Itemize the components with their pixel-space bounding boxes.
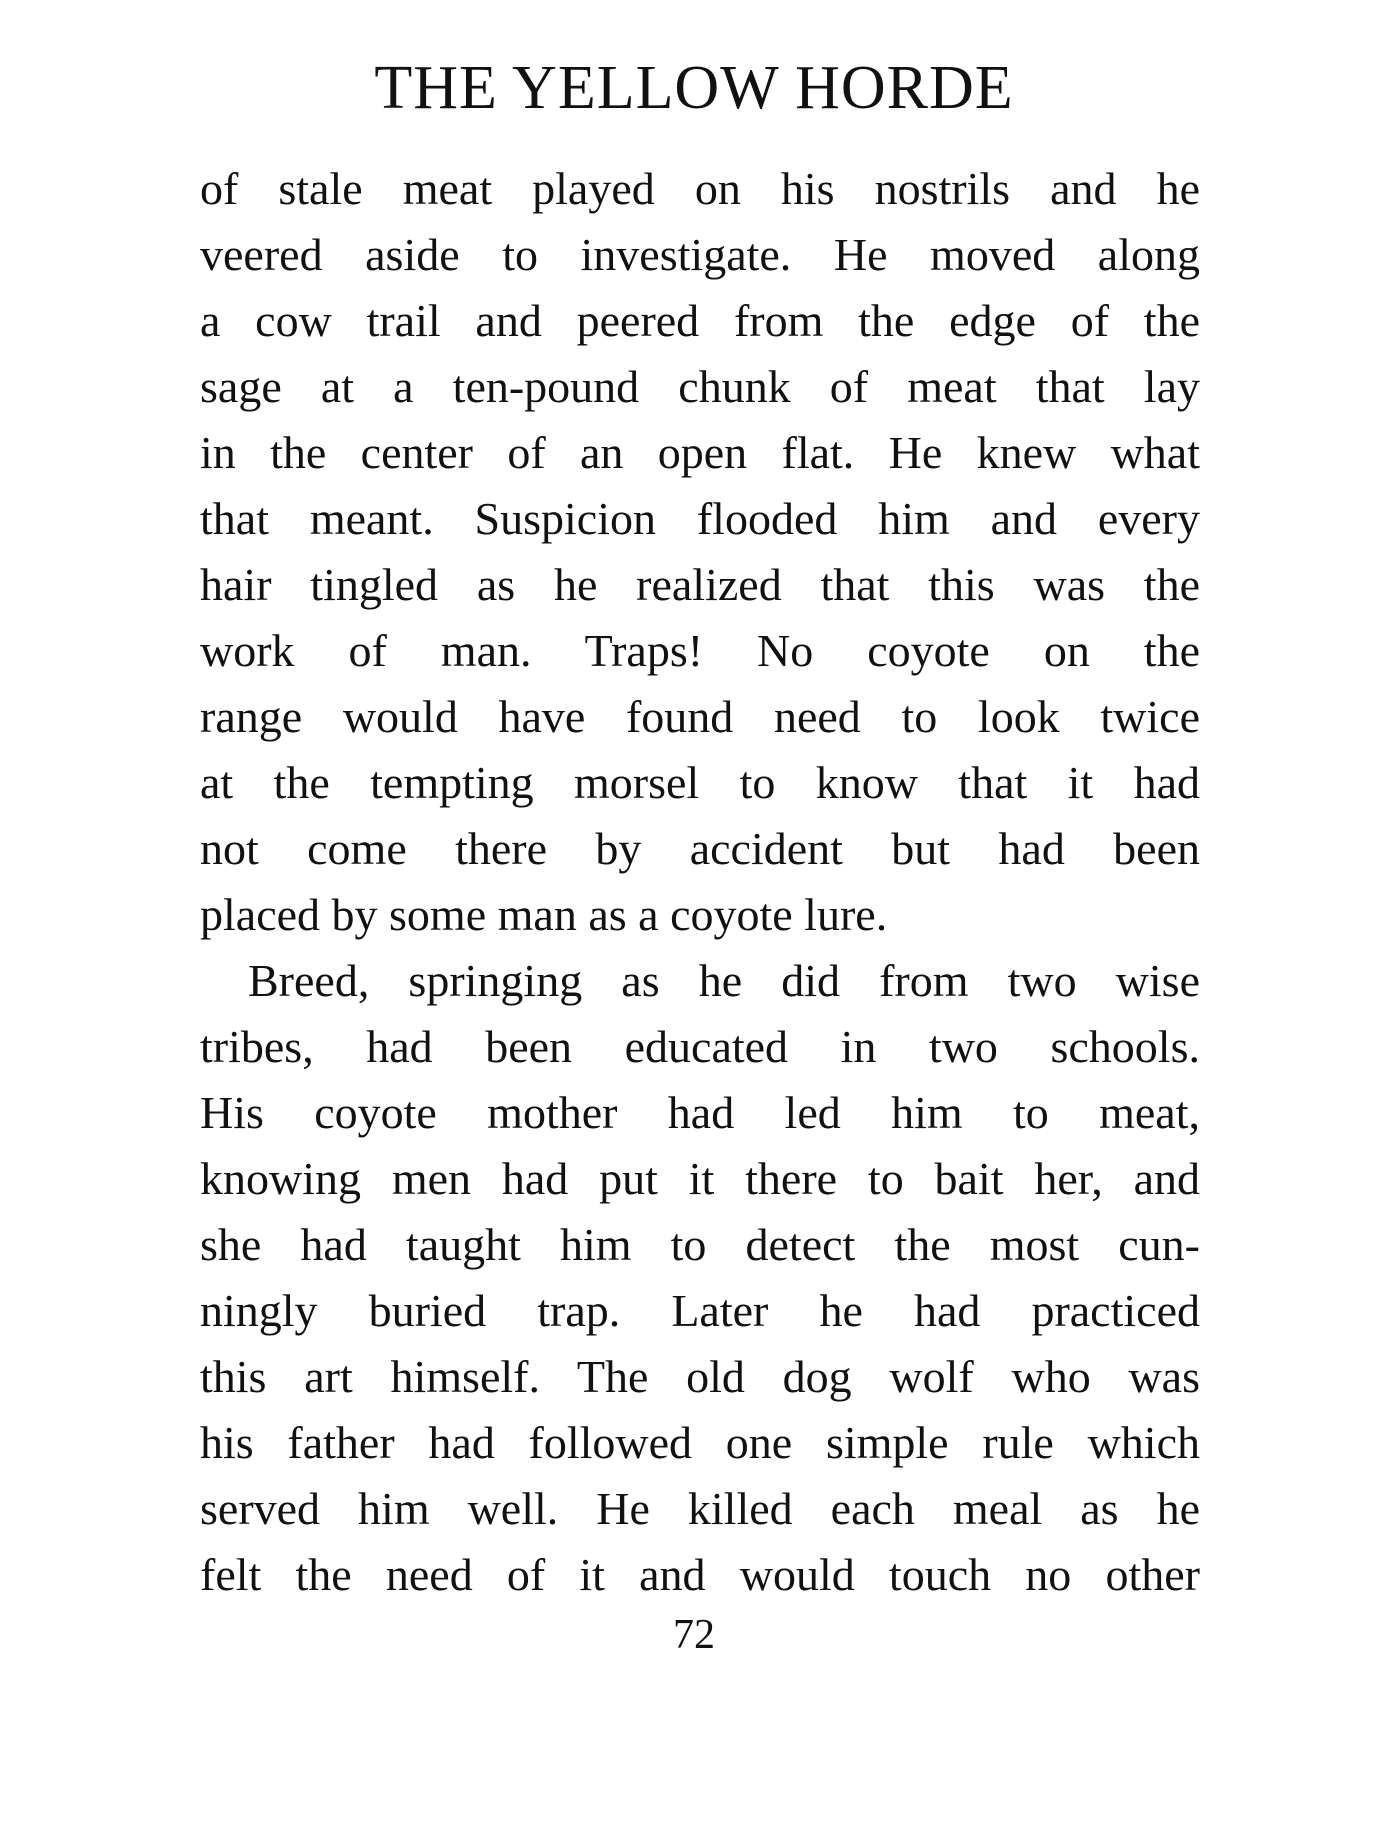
text-line: knowing men had put it there to bait her, and — [200, 1153, 1200, 1204]
text-line: placed by some man as a coyote lure. — [200, 889, 888, 940]
running-head: THE YELLOW HORDE — [374, 54, 1014, 122]
text-line: she had taught him to detect the most cun- — [200, 1219, 1200, 1270]
page-number: 72 — [673, 1612, 715, 1658]
text-line: tribes, had been educated in two schools. — [200, 1021, 1200, 1072]
text-line: sage at a ten-pound chunk of meat that lay — [200, 361, 1200, 412]
text-line: of stale meat played on his nostrils and he — [200, 163, 1200, 214]
text-line: his father had followed one simple rule which — [200, 1417, 1200, 1468]
text-line: His coyote mother had led him to meat, — [200, 1087, 1200, 1138]
text-line: this art himself. The old dog wolf who was — [200, 1351, 1200, 1402]
text-line: ningly buried trap. Later he had practiced — [200, 1285, 1200, 1336]
text-line: not come there by accident but had been — [200, 823, 1200, 874]
paragraph-first-line: Breed, springing as he did from two wise — [248, 955, 1200, 1006]
text-line: felt the need of it and would touch no other — [200, 1549, 1200, 1600]
text-line: hair tingled as he realized that this was the — [200, 559, 1200, 610]
text-line: veered aside to investigate. He moved along — [200, 229, 1200, 280]
text-line: a cow trail and peered from the edge of the — [200, 295, 1200, 346]
text-line: served him well. He killed each meal as he — [200, 1483, 1200, 1534]
text-line: at the tempting morsel to know that it had — [200, 757, 1200, 808]
body-text — [200, 156, 1200, 1608]
text-line: in the center of an open flat. He knew what — [200, 427, 1200, 478]
text-line: range would have found need to look twice — [200, 691, 1200, 742]
text-line: work of man. Traps! No coyote on the — [200, 625, 1200, 676]
text-line: that meant. Suspicion flooded him and every — [200, 493, 1200, 544]
